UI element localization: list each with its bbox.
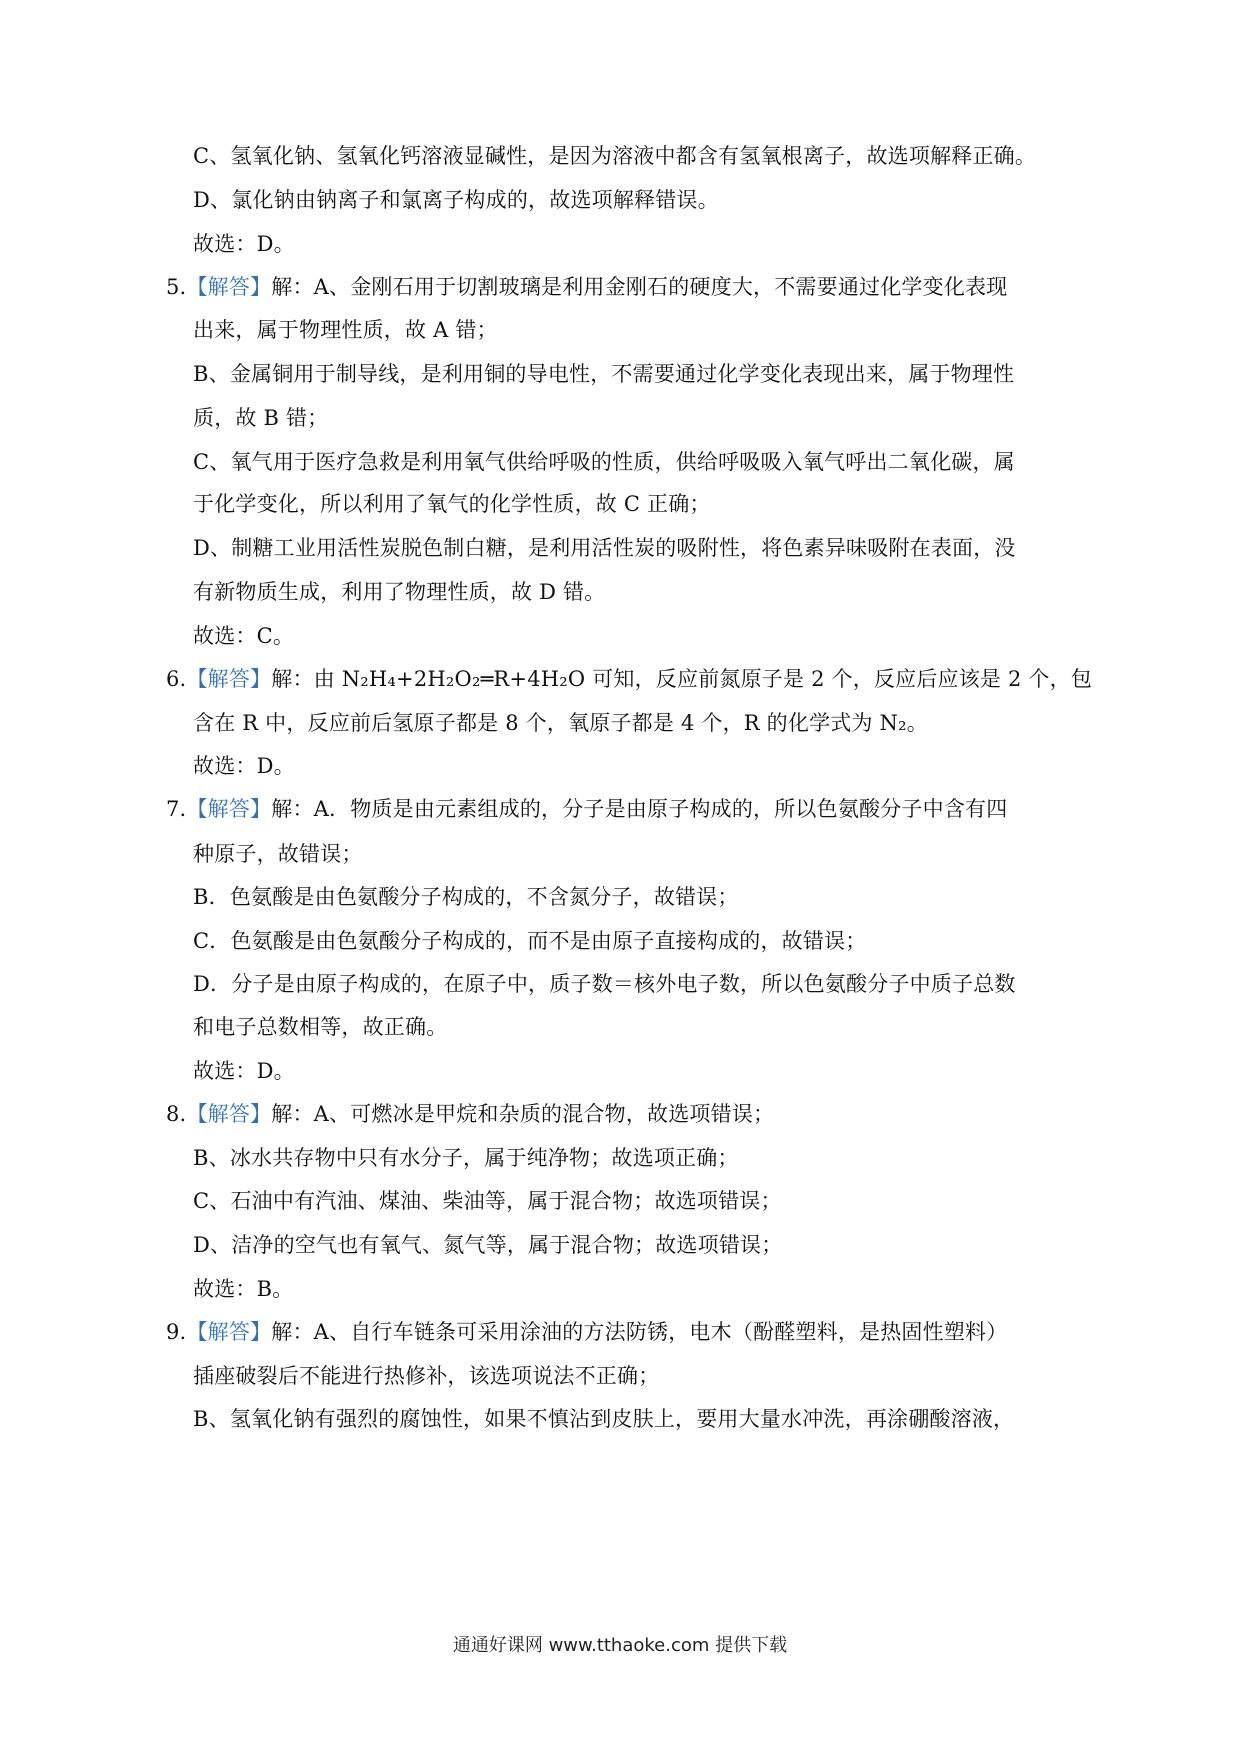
text-line: 和电子总数相等，故正确。 xyxy=(193,1015,448,1039)
text-line: 含在 R 中，反应前后氢原子都是 8 个，氧原子都是 4 个，R 的化学式为 N₂。 xyxy=(193,711,928,735)
text-line: B、金属铜用于制导线，是利用铜的导电性，不需要通过化学变化表现出来，属于物理性 xyxy=(193,362,1015,386)
text-line: 于化学变化，所以利用了氧气的化学性质，故 C 正确； xyxy=(193,492,711,516)
answer-tag: 【解答】 xyxy=(186,797,272,821)
question-number: 7. xyxy=(166,797,187,821)
question-answer-line xyxy=(166,1100,774,1128)
text-line: C、氧气用于医疗急救是利用氧气供给呼吸的性质，供给呼吸吸入氧气呼出二氧化碳，属 xyxy=(193,450,1015,474)
text-line: 故选：D。 xyxy=(193,754,295,778)
text-line: 故选：B。 xyxy=(193,1277,294,1301)
answer-text: 解：A、金刚石用于切割玻璃是利用金刚石的硬度大，不需要通过化学变化表现 xyxy=(271,275,1008,299)
text-line: D、制糖工业用活性炭脱色制白糖，是利用活性炭的吸附性，将色素异味吸附在表面，没 xyxy=(193,536,1016,560)
text-line: 出来，属于物理性质，故 A 错； xyxy=(193,318,498,342)
text-line: 种原子，故错误； xyxy=(193,842,363,866)
text-line: B、冰水共存物中只有水分子，属于纯净物；故选项正确； xyxy=(193,1146,739,1170)
text-line: B．色氨酸是由色氨酸分子构成的，不含氮分子，故错误； xyxy=(193,885,739,909)
text-line: 有新物质生成，利用了物理性质，故 D 错。 xyxy=(193,580,606,604)
text-line: C、石油中有汽油、煤油、柴油等，属于混合物；故选项错误； xyxy=(193,1189,782,1213)
answer-text: 解：A、可燃冰是甲烷和杂质的混合物，故选项错误； xyxy=(271,1102,775,1126)
text-line: B、氢氧化钠有强烈的腐蚀性，如果不慎沾到皮肤上，要用大量水冲洗，再涂硼酸溶液， xyxy=(193,1407,1015,1431)
text-line: 插座破裂后不能进行热修补，该选项说法不正确； xyxy=(193,1364,660,1388)
answer-tag: 【解答】 xyxy=(186,1320,272,1344)
question-number: 8. xyxy=(166,1102,187,1126)
text-line: D、洁净的空气也有氧气、氮气等，属于混合物；故选项错误； xyxy=(193,1233,783,1257)
text-line: 质，故 B 错； xyxy=(193,406,329,430)
page-footer: 通通好课网 www.tthaoke.com 提供下载 xyxy=(452,1635,788,1656)
text-line: D．分子是由原子构成的，在原子中，质子数＝核外电子数，所以色氨酸分子中质子总数 xyxy=(193,972,1016,996)
text-line: 故选：D。 xyxy=(193,1059,295,1083)
text-line: D、氯化钠由钠离子和氯离子构成的，故选项解释错误。 xyxy=(193,188,719,212)
answer-tag: 【解答】 xyxy=(186,667,272,691)
question-answer-line xyxy=(166,795,1007,823)
question-number: 9. xyxy=(166,1320,187,1344)
question-number: 6. xyxy=(166,667,187,691)
text-line: 故选：D。 xyxy=(193,232,295,256)
question-answer-line xyxy=(166,273,1007,301)
text-line: C、氢氧化钠、氢氧化钙溶液显碱性，是因为溶液中都含有氢氧根离子，故选项解释正确。 xyxy=(193,144,1037,168)
answer-tag: 【解答】 xyxy=(186,275,272,299)
answer-text: 解：A、自行车链条可采用涂油的方法防锈，电木（酚醛塑料，是热固性塑料） xyxy=(271,1320,1008,1344)
text-line: 故选：C。 xyxy=(193,624,295,648)
text-line: C．色氨酸是由色氨酸分子构成的，而不是由原子直接构成的，故错误； xyxy=(193,929,867,953)
answer-text: 解：A．物质是由元素组成的，分子是由原子构成的，所以色氨酸分子中含有四 xyxy=(271,797,1008,821)
answer-text: 解：由 N₂H₄+2H₂O₂═R+4H₂O 可知，反应前氮原子是 2 个，反应后应该是 2 个，包 xyxy=(271,667,1093,691)
answer-tag: 【解答】 xyxy=(186,1102,272,1126)
question-answer-line xyxy=(166,1318,1007,1346)
question-answer-line xyxy=(166,665,1092,693)
question-number: 5. xyxy=(166,275,187,299)
